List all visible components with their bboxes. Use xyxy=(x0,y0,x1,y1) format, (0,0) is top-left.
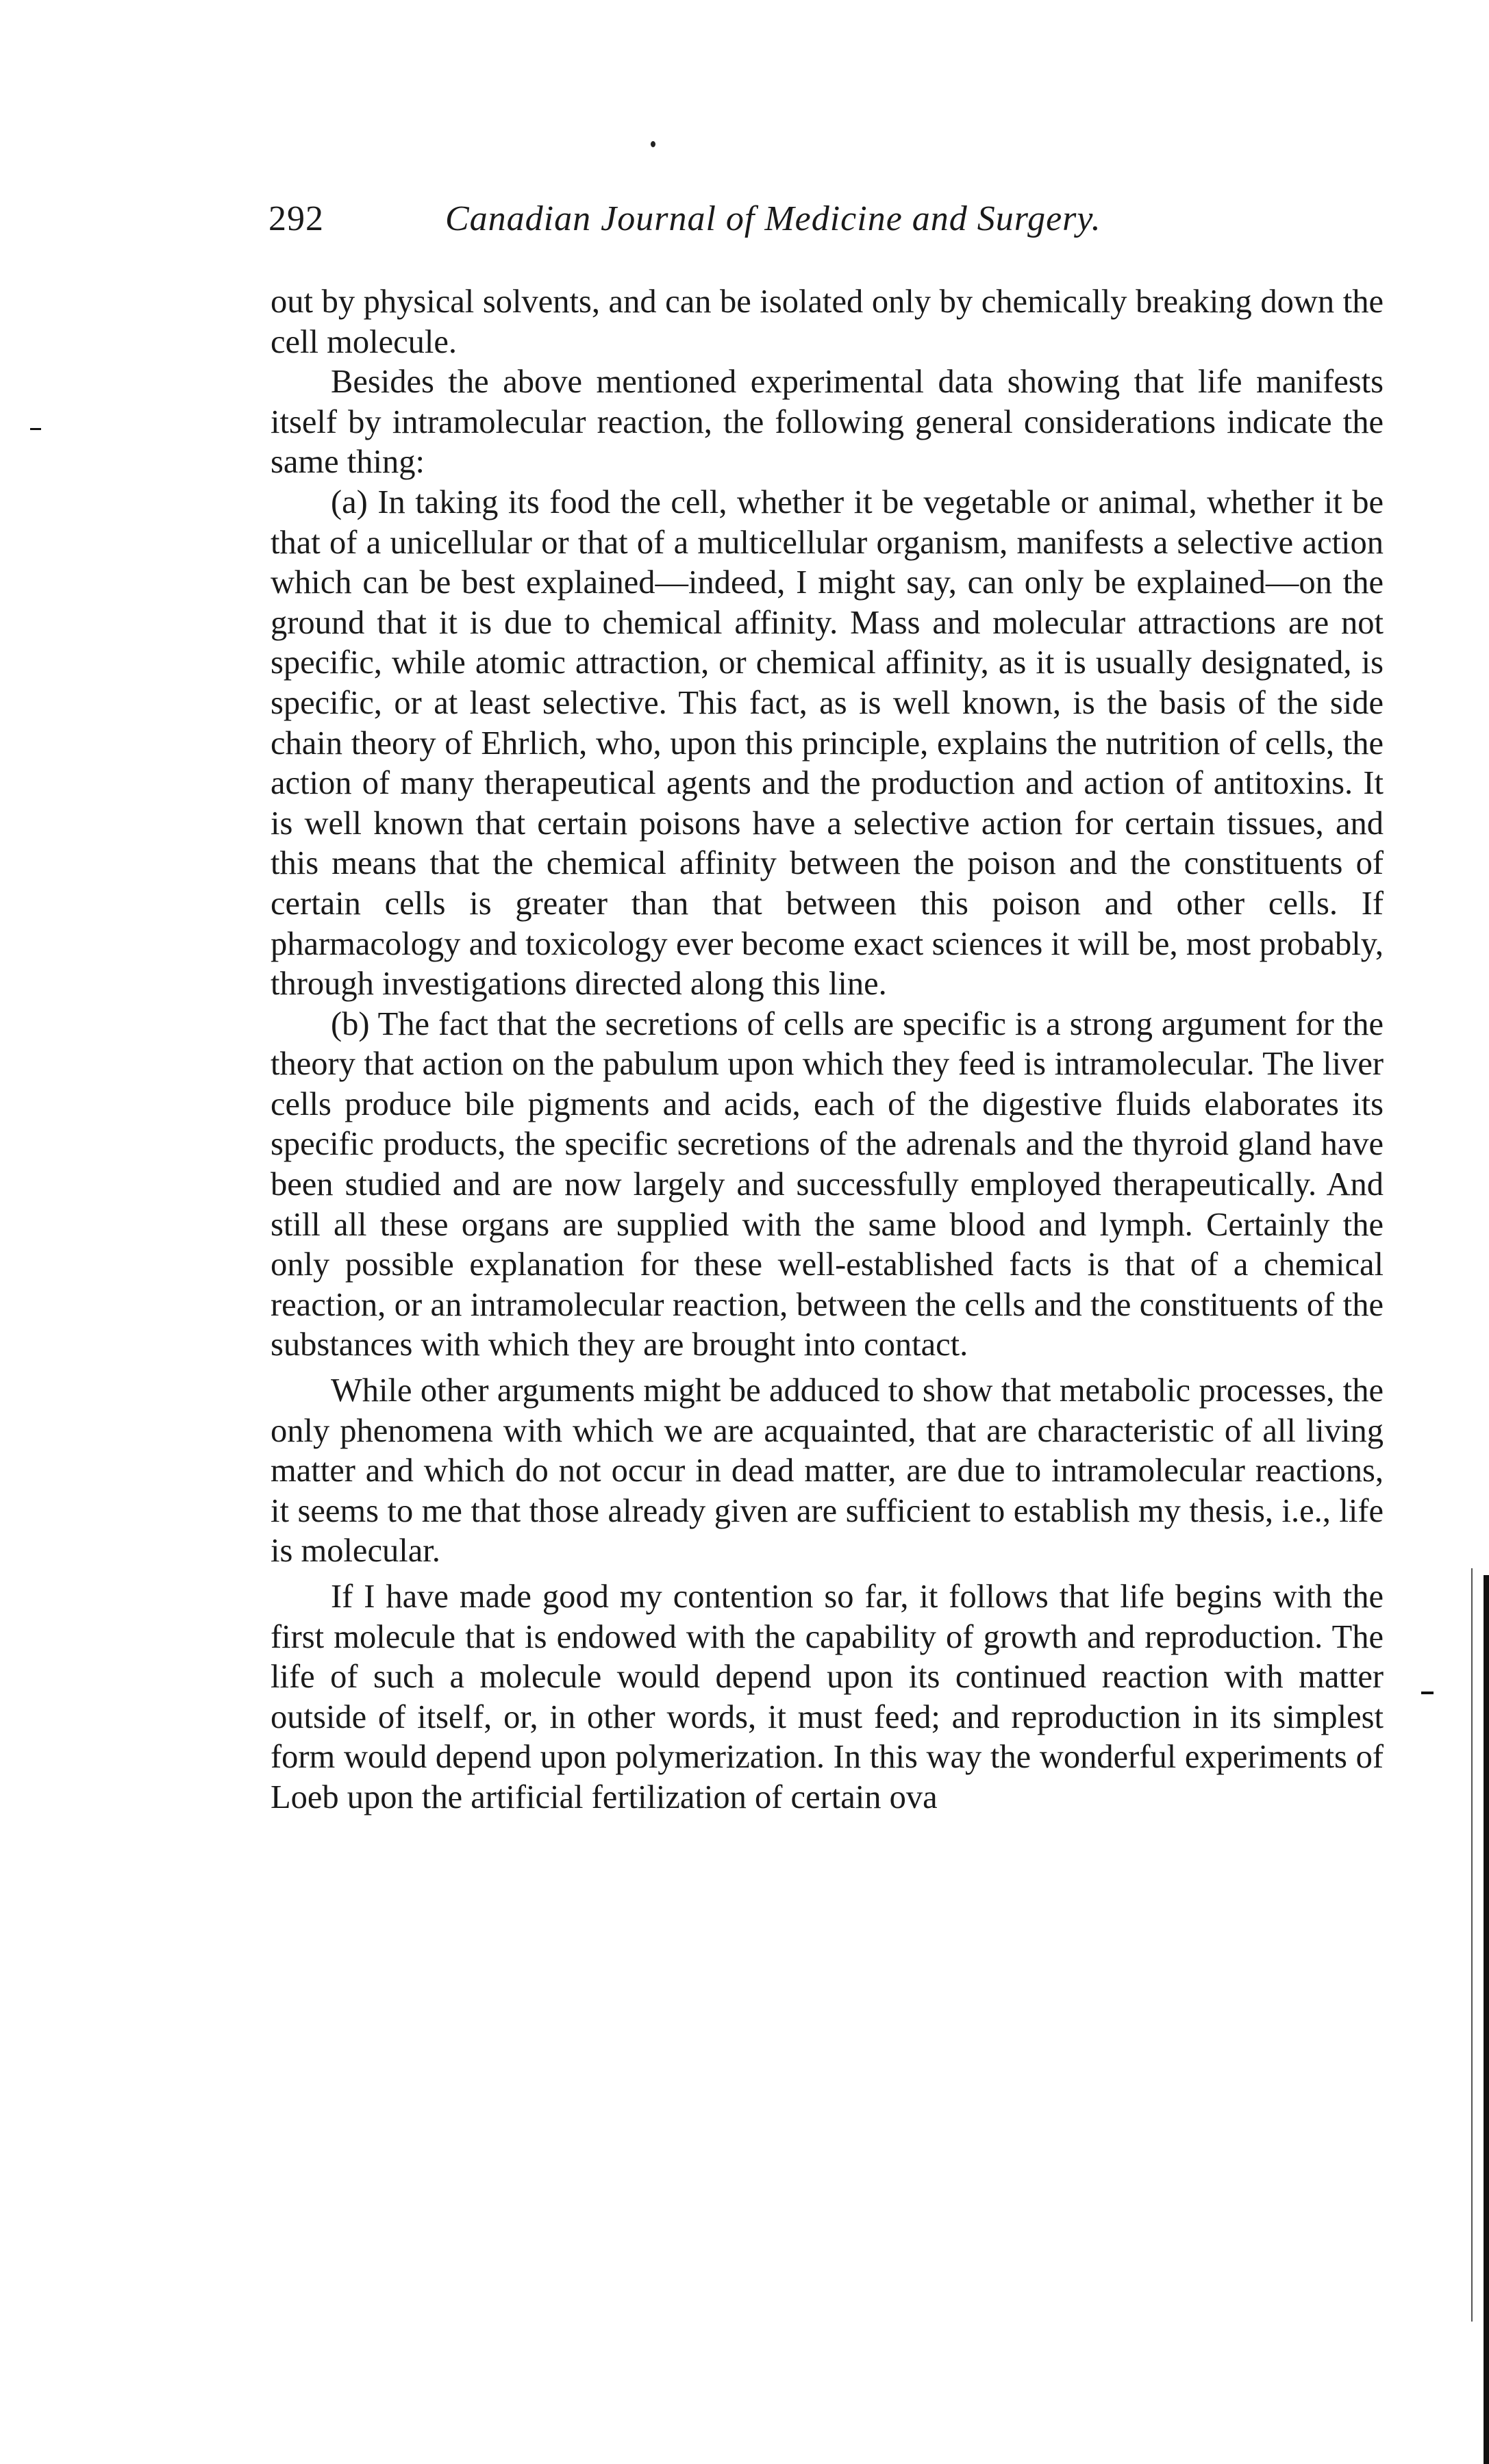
paragraph-a: (a) In taking its food the cell, whether it be vegetable or animal, whether it be that of a unicellular or that of a multicellular organism, manifests a selective action which can be best explained—indeed, I might say, can only be explained—on the ground that it is due to chemical affinity. Mass and molecular attractions are not specific, while atomic attraction, or chemical affinity, as it is usually designated, is specific, or at least selective. This fact, as is well known, is the basis of the side chain theory of Ehrlich, who, upon this principle, explains the nutrition of cells, the action of many therapeutical agents and the production and action of antitoxins. It is well known that certain poisons have a selective action for certain tissues, and this means that the chemical affinity between the poison and the constituents of certain cells is greater than that between this poison and other cells. If pharmacology and toxicology ever become exact sciences it will be, most probably, through investigations directed along this line. xyxy=(271,483,1384,1003)
scan-dash-left xyxy=(30,428,41,430)
paragraph-1: out by physical solvents, and can be isolated only by chemically breaking down the cell molecule. xyxy=(271,284,1384,360)
running-title: Canadian Journal of Medicine and Surgery. xyxy=(445,199,1101,238)
page-number: 292 xyxy=(268,199,324,238)
paragraph-5: While other arguments might be adduced to show that metabolic processes, the only phenomena with which we are acquainted, that are characteristic of all living matter and which do not occur in dead matter, are due to intramolecular reactions, it seems to me that those already given are sufficient to establish my thesis, i.e., life is molecular. xyxy=(271,1372,1384,1570)
body-text xyxy=(271,282,1384,1818)
paragraph-2: Besides the above mentioned experimental data showing that life manifests itself by intramolecular reaction, the following general considerations indicate the same thing: xyxy=(271,364,1384,481)
scan-dash-right xyxy=(1421,1692,1434,1694)
scan-speck-top xyxy=(651,141,655,147)
running-header xyxy=(268,199,1392,253)
page-edge-shadow xyxy=(1484,1575,1489,2464)
paragraph-6: If I have made good my contention so far, it follows that life begins with the first molecule that is endowed with the capability of growth and reproduction. The life of such a molecule would depend upon its continued reaction with matter outside of itself, or, in other words, it must feed; and reproduction in its simplest form would depend upon polymerization. In this way the wonderful experiments of Loeb upon the artificial fertilization of certain ova xyxy=(271,1579,1384,1815)
page-edge-line xyxy=(1471,1568,1473,2322)
paragraph-b: (b) The fact that the secretions of cells are specific is a strong argument for the theory that action on the pabulum upon which they feed is intramolecular. The liver cells produce bile pigments and acids, each of the digestive fluids elaborates its specific products, the specific secretions of the adrenals and the thyroid gland have been studied and are now largely and successfully employed therapeutically. And still all these organs are supplied with the same blood and lymph. Certainly the only possible explanation for these well-established facts is that of a chemical reaction, or an intramolecular reaction, between the cells and the constituents of the substances with which they are brought into contact. xyxy=(271,1005,1384,1363)
